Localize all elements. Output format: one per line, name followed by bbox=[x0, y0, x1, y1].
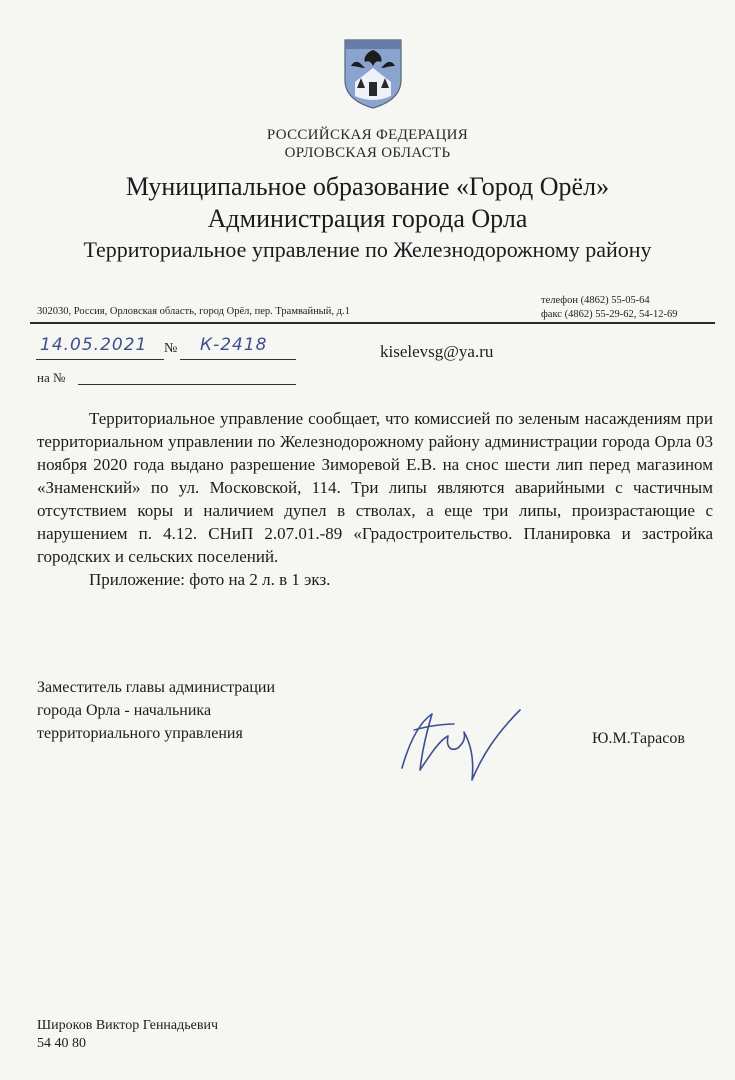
signer-title-line2: города Орла - начальника bbox=[37, 702, 212, 719]
document-date: 14.05.2021 bbox=[40, 335, 148, 355]
date-underline bbox=[36, 359, 164, 360]
signer-name: Ю.М.Тарасов bbox=[592, 730, 685, 747]
coat-of-arms-icon bbox=[343, 38, 403, 110]
administration-heading: Администрация города Орла bbox=[207, 204, 528, 233]
document-number: К-2418 bbox=[200, 335, 268, 355]
address-text: 302030, Россия, Орловская область, город Орёл, пер. Трамвайный, д.1 bbox=[37, 306, 350, 317]
recipient-email: kiselevsg@ya.ru bbox=[380, 342, 494, 361]
country-heading: РОССИЙСКАЯ ФЕДЕРАЦИЯ bbox=[266, 127, 469, 143]
letter-body bbox=[37, 407, 713, 591]
reply-to-label: на № bbox=[37, 370, 66, 385]
body-paragraph: Территориальное управление сообщает, что комиссией по зеленым насаждениям при территориальном управлении по Железнодорожному району администрации города Орла 03 ноября 2020 года выдано разрешение Зиморевой Е.В. на снос шести лип перед магазином «Знаменский» по ул. Московской, 114. Три липы являются аварийными с частичным отсутствием коры и наличием дупел в стволах, а еще три липы, произрастающие с нарушением п. 4.12. СНиП 2.07.01.-89 «Градостроительство. Планировка и застройка городских и сельских поселений. bbox=[37, 409, 713, 566]
department-heading: Территориальное управление по Железнодорожному району bbox=[83, 237, 652, 262]
executor-phone: 54 40 80 bbox=[37, 1036, 86, 1051]
region-heading: ОРЛОВСКАЯ ОБЛАСТЬ bbox=[284, 145, 451, 161]
executor-name: Широков Виктор Геннадьевич bbox=[37, 1018, 219, 1033]
reply-to-underline bbox=[78, 384, 296, 385]
phone-text: телефон (4862) 55-05-64 bbox=[541, 295, 650, 306]
municipality-heading: Муниципальное образование «Город Орёл» bbox=[125, 172, 610, 201]
number-sign: № bbox=[164, 341, 178, 356]
attachment-line: Приложение: фото на 2 л. в 1 экз. bbox=[89, 570, 331, 589]
signer-title-line3: территориального управления bbox=[37, 725, 243, 742]
number-underline bbox=[180, 359, 296, 360]
header-divider bbox=[30, 322, 715, 324]
fax-text: факс (4862) 55-29-62, 54-12-69 bbox=[541, 309, 678, 320]
signer-title-line1: Заместитель главы администрации bbox=[37, 679, 276, 696]
handwritten-signature bbox=[392, 700, 532, 790]
